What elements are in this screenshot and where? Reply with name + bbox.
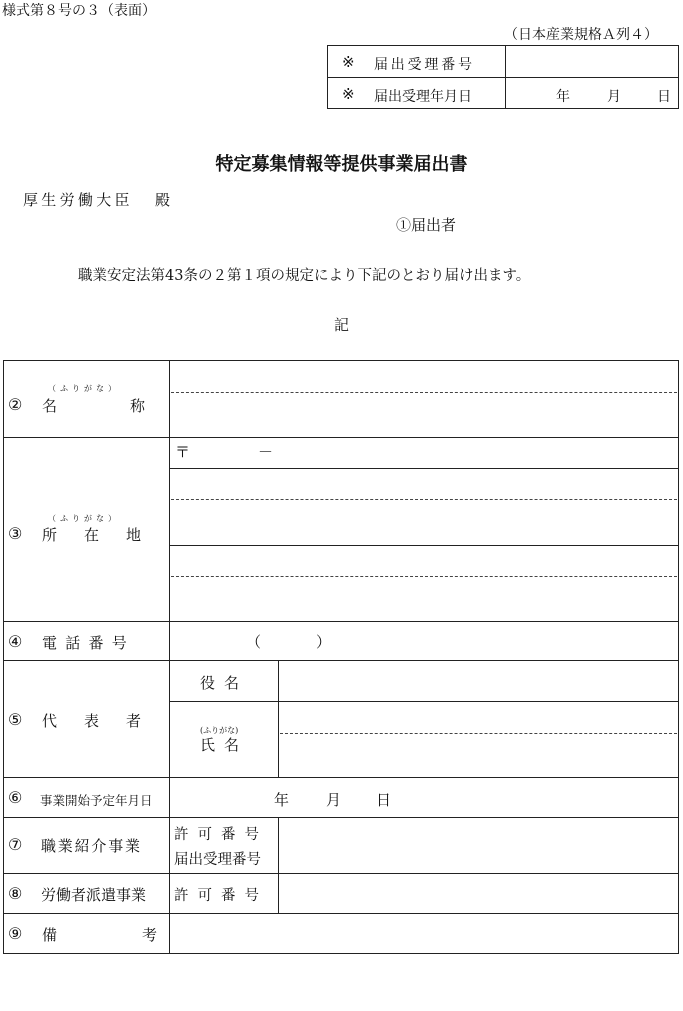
role-name-field[interactable] [280, 662, 677, 700]
statement: 職業安定法第43条の２第１項の規定により下記のとおり届け出ます。 [78, 268, 531, 284]
role-name-label: 役名 [200, 674, 249, 692]
row-9-number: ⑨ [8, 924, 23, 943]
row-3-number: ③ [8, 524, 23, 543]
addressee: 厚生労働大臣 [23, 191, 133, 209]
start-month-label: 月 [326, 791, 342, 809]
honorific: 殿 [155, 191, 171, 209]
document-title: 特定募集情報等提供事業届出書 [215, 154, 468, 175]
placement-label: 職業紹介事業 [41, 837, 142, 855]
start-date-label: 事業開始予定年月日 [40, 793, 153, 808]
row-5-label-char-1: 代 [42, 712, 58, 730]
postal-dash: － [258, 443, 274, 461]
postal-mark: 〒 [175, 443, 191, 461]
name-furigana-field[interactable] [171, 362, 677, 391]
row-2-number: ② [8, 395, 23, 414]
address-field-2[interactable] [171, 578, 677, 620]
dispatch-label: 労働者派遣事業 [41, 886, 147, 904]
office-mark-1: ※ [342, 53, 355, 71]
receipt-date-label: 届出受理年月日 [374, 89, 472, 105]
name-field[interactable] [171, 394, 677, 436]
row-9-label-char-2: 考 [142, 926, 158, 944]
receipt-day-label: 日 [657, 89, 671, 105]
dispatch-permit-label: 許可番号 [174, 888, 268, 904]
placement-number-field[interactable] [280, 819, 677, 872]
receipt-number-field[interactable] [507, 47, 677, 76]
phone-label: 電話番号 [42, 634, 136, 652]
receipt-number-label: 届出受理番号 [374, 57, 475, 73]
row-2-label-char-1: 名 [42, 397, 58, 415]
ki-heading: 記 [334, 316, 350, 334]
row-3-label-char-2: 在 [84, 526, 100, 544]
receipt-year-label: 年 [556, 89, 570, 105]
office-mark-2: ※ [342, 85, 355, 103]
row-2-furigana: （ふりがな） [48, 384, 120, 393]
row-6-number: ⑥ [8, 788, 23, 807]
start-date-field[interactable] [171, 779, 677, 816]
row-3-label-char-3: 地 [126, 526, 142, 544]
row-3-label-char-1: 所 [42, 526, 58, 544]
address-furigana-field-1[interactable] [171, 470, 677, 498]
phone-paren-open: （ [246, 633, 262, 651]
rep-furigana: (ふりがな) [200, 726, 239, 735]
postal-code-field[interactable] [195, 439, 677, 467]
row-5-number: ⑤ [8, 710, 23, 729]
row-7-number: ⑦ [8, 835, 23, 854]
phone-paren-close: ） [316, 633, 332, 651]
start-year-label: 年 [274, 791, 290, 809]
row-5-label-char-2: 表 [84, 712, 100, 730]
row-5-label-char-3: 者 [126, 712, 142, 730]
row-8-number: ⑧ [8, 884, 23, 903]
placement-permit-label: 許可番号 [174, 827, 268, 843]
rep-name-field[interactable] [280, 735, 677, 776]
address-field-1[interactable] [171, 501, 677, 544]
rep-furigana-field[interactable] [280, 703, 677, 732]
row-9-label-char-1: 備 [42, 926, 58, 944]
row-4-number: ④ [8, 632, 23, 651]
address-furigana-field-2[interactable] [171, 547, 677, 575]
remarks-field[interactable] [171, 915, 677, 952]
dispatch-permit-field[interactable] [280, 875, 677, 912]
notifier-label: ①届出者 [396, 216, 457, 234]
start-day-label: 日 [376, 791, 392, 809]
row-3-furigana: （ふりがな） [48, 514, 120, 523]
paper-size-note: （日本産業規格Ａ列４） [504, 27, 658, 43]
form-id: 様式第８号の３（表面） [2, 3, 156, 19]
placement-receipt-label: 届出受理番号 [174, 852, 261, 868]
row-2-label-char-2: 称 [130, 397, 146, 415]
phone-field[interactable] [171, 623, 677, 659]
rep-name-label: 氏名 [200, 736, 249, 754]
receipt-month-label: 月 [607, 89, 621, 105]
